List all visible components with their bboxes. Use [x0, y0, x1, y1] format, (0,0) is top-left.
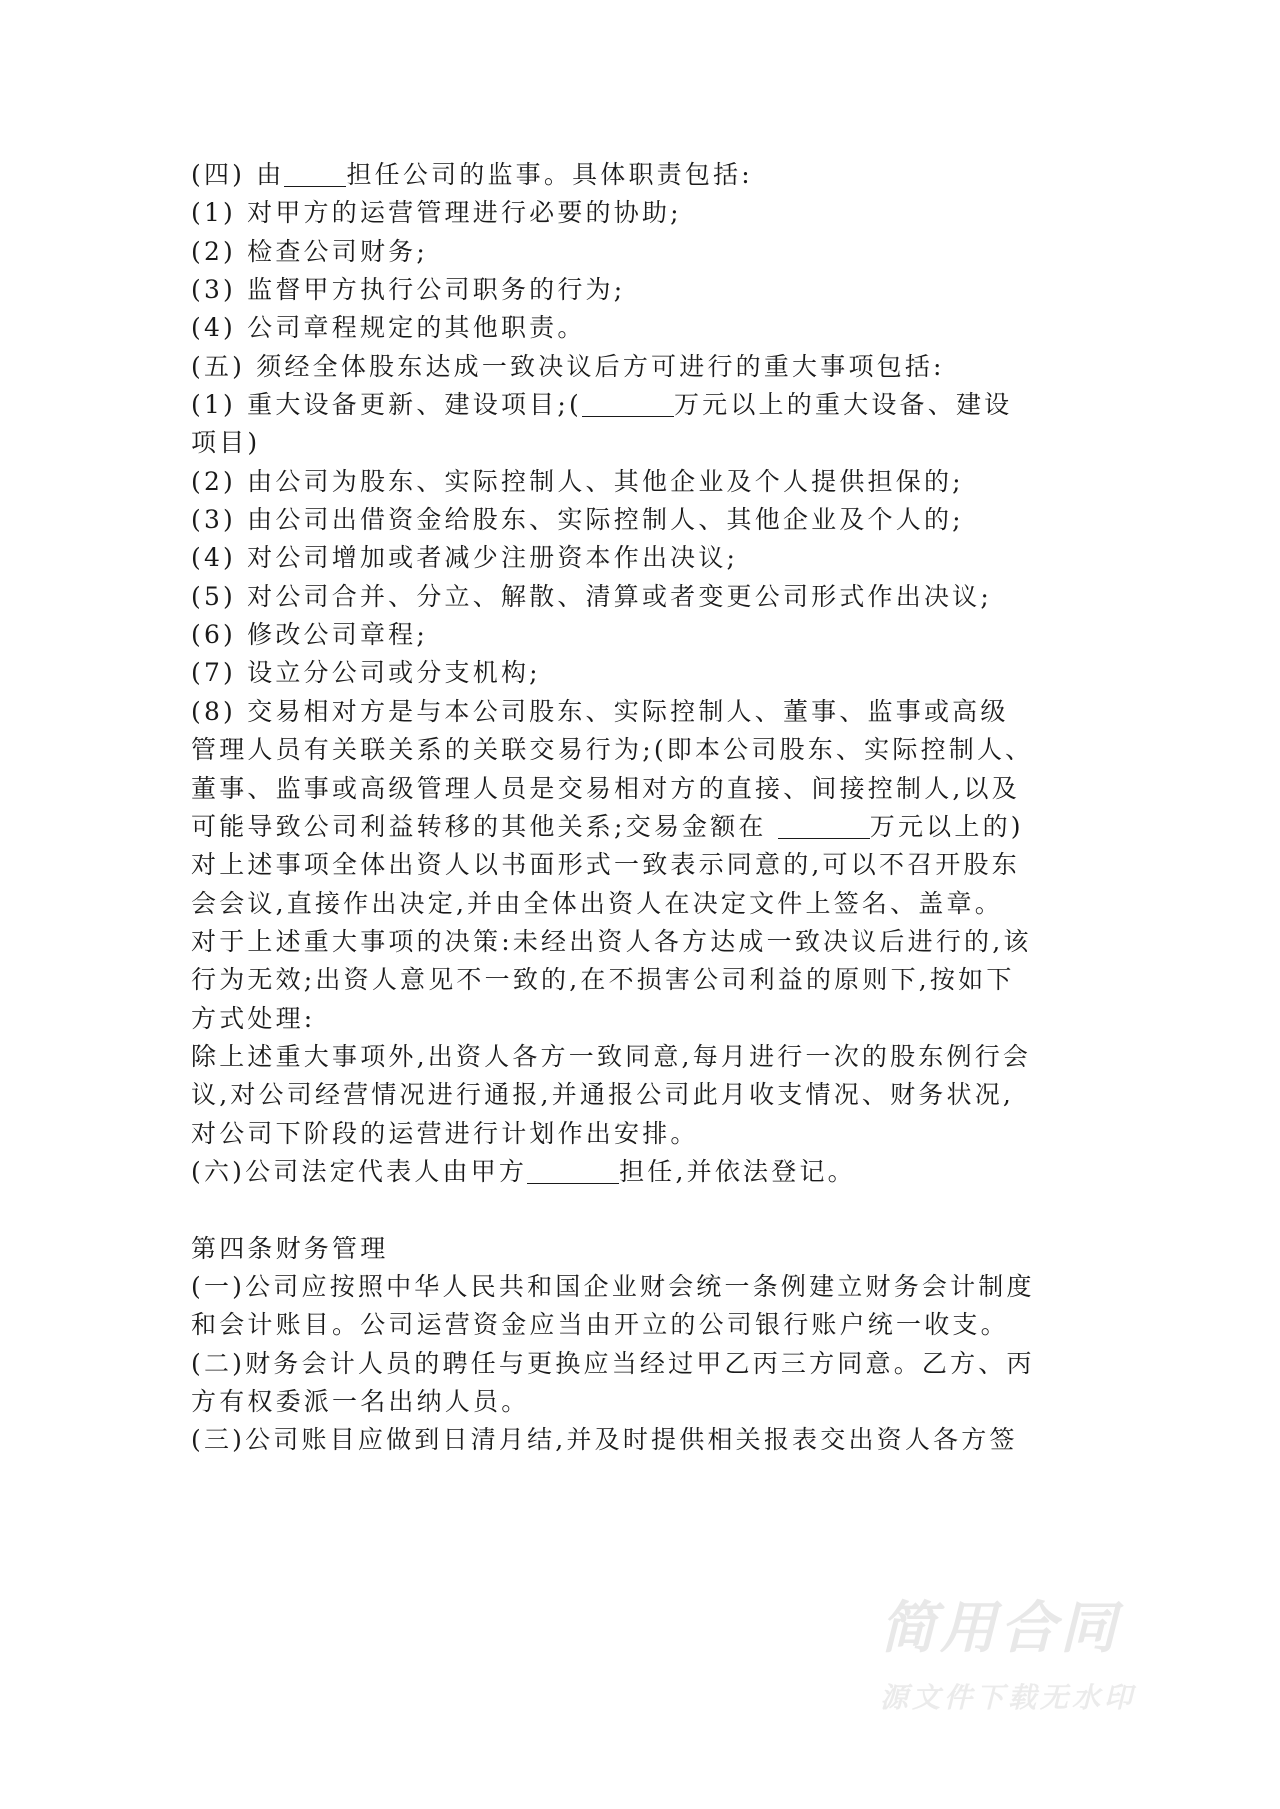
- text-line: (1) 对甲方的运营管理进行必要的协助;: [191, 198, 682, 228]
- text-line: 和会计账目。公司运营资金应当由开立的公司银行账户统一收支。: [191, 1310, 1009, 1340]
- text-line: (5) 对公司合并、分立、解散、清算或者变更公司形式作出决议;: [191, 581, 992, 611]
- text-line: (6) 修改公司章程;: [191, 620, 428, 650]
- fill-in-blank: [284, 160, 346, 187]
- text-line: [191, 156, 1101, 194]
- text-line: (8) 交易相对方是与本公司股东、实际控制人、董事、监事或高级: [191, 696, 1009, 726]
- blank-line: [191, 1191, 1101, 1229]
- line-text-after-blank: 万元以上的): [869, 811, 1024, 841]
- text-line: 第四条财务管理: [191, 1233, 389, 1263]
- text-line: (7) 设立分公司或分支机构;: [191, 658, 541, 688]
- text-line: (三)公司账目应做到日清月结,并及时提供相关报表交出资人各方签: [191, 1425, 1018, 1455]
- line-text-after-blank: 担任,并依法登记。: [619, 1156, 856, 1186]
- text-line: [191, 808, 1101, 846]
- text-line: (二)财务会计人员的聘任与更换应当经过甲乙丙三方同意。乙方、丙: [191, 1348, 1035, 1378]
- text-line: 议,对公司经营情况进行通报,并通报公司此月收支情况、财务状况,: [191, 1080, 1015, 1110]
- text-line: (五) 须经全体股东达成一致决议后方可进行的重大事项包括:: [191, 351, 945, 381]
- text-line: (3) 监督甲方执行公司职务的行为;: [191, 275, 626, 305]
- text-line: [191, 386, 1101, 424]
- text-line: 对上述事项全体出资人以书面形式一致表示同意的,可以不召开股东: [191, 850, 1020, 880]
- text-line: 会会议,直接作出决定,并由全体出资人在决定文件上签名、盖章。: [191, 888, 1003, 918]
- fill-in-blank: [527, 1157, 619, 1184]
- text-line: [191, 1153, 1101, 1191]
- fill-in-blank: [778, 812, 870, 839]
- text-line: 方式处理:: [191, 1003, 316, 1033]
- text-line: 项目): [191, 428, 261, 458]
- document-body: [191, 156, 1101, 1460]
- text-line: 方有权委派一名出纳人员。: [191, 1387, 530, 1416]
- watermark: [880, 1594, 1200, 1718]
- text-line: 除上述重大事项外,出资人各方一致同意,每月进行一次的股东例行会: [191, 1041, 1032, 1071]
- text-line: (3) 由公司出借资金给股东、实际控制人、其他企业及个人的;: [191, 505, 964, 535]
- line-text-before-blank: (1) 重大设备更新、建设项目;(: [191, 390, 582, 420]
- line-text-before-blank: (六)公司法定代表人由甲方: [191, 1156, 528, 1186]
- text-line: (一)公司应按照中华人民共和国企业财会统一条例建立财务会计制度: [191, 1271, 1035, 1301]
- line-text-before-blank: (四) 由: [191, 160, 285, 189]
- text-line: (4) 对公司增加或者减少注册资本作出决议;: [191, 543, 739, 573]
- watermark-logo-text: 简用合同: [880, 1596, 1120, 1661]
- fill-in-blank: [582, 390, 674, 417]
- text-line: 对公司下阶段的运营进行计划作出安排。: [191, 1118, 699, 1148]
- text-line: (2) 检查公司财务;: [191, 236, 428, 266]
- line-text-after-blank: 万元以上的重大设备、建设: [673, 390, 1013, 420]
- text-line: 行为无效;出资人意见不一致的,在不损害公司利益的原则下,按如下: [191, 965, 1015, 995]
- text-line: (2) 由公司为股东、实际控制人、其他企业及个人提供担保的;: [191, 466, 964, 496]
- line-text-after-blank: 担任公司的监事。具体职责包括:: [346, 160, 753, 189]
- text-line: 对于上述重大事项的决策:未经出资人各方达成一致决议后进行的,该: [191, 926, 1032, 956]
- watermark-subtext: 源文件下载无水印: [880, 1681, 1137, 1714]
- line-text-before-blank: 可能导致公司利益转移的其他关系;交易金额在: [191, 811, 778, 841]
- text-line: (4) 公司章程规定的其他职责。: [191, 313, 586, 343]
- text-line: 董事、监事或高级管理人员是交易相对方的直接、间接控制人,以及: [191, 773, 1020, 803]
- text-line: 管理人员有关联关系的关联交易行为;(即本公司股东、实际控制人、: [191, 735, 1034, 765]
